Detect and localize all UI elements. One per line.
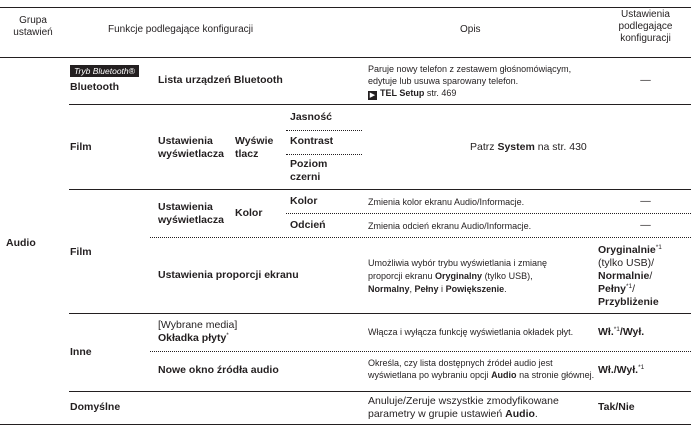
- header-description: Opis: [460, 24, 481, 35]
- film2-name: Film: [70, 246, 92, 258]
- audio-source-window-setting: Nowe okno źródła audio: [158, 364, 279, 376]
- header-settings: Ustawienia podlegające konfiguracji: [618, 9, 673, 44]
- color-value: —: [640, 195, 651, 207]
- header-rule: [0, 57, 691, 58]
- row-rule: [150, 351, 691, 352]
- aspect-description: Umożliwia wybór trybu wyświetlania i zmianę proporcji ekranu Oryginalny (tylko USB), Normalny, Pełny i Powiększenie.: [368, 258, 548, 294]
- group-audio-label: Audio: [6, 237, 36, 249]
- film1-see-reference[interactable]: Patrz System na str. 430: [470, 141, 587, 153]
- tel-setup-reference[interactable]: ▶ TEL Setup str. 469: [369, 88, 457, 99]
- row-rule: [286, 213, 691, 214]
- row-rule: [69, 104, 691, 105]
- header-functions: Funkcje podlegające konfiguracji: [108, 24, 254, 35]
- cover-setting: [Wybrane media] Okładka płyty*: [158, 319, 238, 344]
- option-brightness: Jasność: [290, 111, 333, 123]
- audio-source-window-value: Wł./Wył.$^{*1}$: [598, 364, 645, 376]
- bluetooth-mode-badge: Tryb Bluetooth®: [70, 65, 139, 78]
- aspect-values: Oryginalnie$^{*1}$ (tylko USB)/ Normalnie/ Pełny$^{*1}$/ Przybliżenie: [598, 244, 662, 308]
- bluetooth-name: Bluetooth: [70, 81, 119, 93]
- table-bottom-rule: [0, 424, 691, 425]
- cover-description: Włącza i wyłącza funkcję wyświetlania okładek płyt.: [368, 327, 574, 337]
- option-black-level: Poziom czerni: [290, 158, 328, 183]
- row-rule: [286, 154, 362, 155]
- row-rule: [69, 313, 691, 314]
- audio-source-window-description: Określa, czy lista dostępnych źródeł audio jest wyświetlana po wybraniu opcji Audio na stronie głównej.: [368, 358, 595, 380]
- row-rule: [286, 130, 362, 131]
- inne-name: Inne: [70, 346, 92, 358]
- row-rule: [69, 391, 691, 392]
- film2-sub: Kolor: [235, 207, 263, 219]
- color-description: Zmienia kolor ekranu Audio/Informacje.: [368, 197, 525, 207]
- defaults-description: Anuluje/Zeruje wszystkie zmodyfikowane parametry w grupie ustawień Audio.: [368, 395, 559, 420]
- bluetooth-value: —: [640, 74, 651, 86]
- film1-name: Film: [70, 141, 92, 153]
- row-rule: [150, 237, 691, 238]
- film1-sub: Wyświe tlacz: [235, 135, 274, 160]
- option-color: Kolor: [290, 195, 318, 207]
- bluetooth-description: Paruje nowy telefon z zestawem głośnomówiącym, edytuje lub usuwa sparowany telefon. ▶ TEL Setup str. 469: [368, 64, 572, 99]
- arrow-right-icon: ▶: [369, 92, 376, 99]
- film2-group: Ustawienia wyświetlacza: [158, 201, 224, 226]
- film1-group: Ustawienia wyświetlacza: [158, 135, 224, 160]
- tint-description: Zmienia odcień ekranu Audio/Informacje.: [368, 221, 532, 231]
- header-group: Grupa ustawień: [13, 15, 53, 38]
- defaults-name: Domyślne: [70, 401, 121, 413]
- row-rule: [69, 189, 691, 190]
- option-contrast: Kontrast: [290, 135, 334, 147]
- tint-value: —: [640, 219, 651, 231]
- bluetooth-function: Lista urządzeń Bluetooth: [158, 74, 283, 86]
- defaults-value: Tak/Nie: [598, 401, 635, 413]
- cover-value: Wł.$^{*1}$/Wył.: [598, 326, 645, 338]
- table-top-rule: [0, 7, 691, 8]
- aspect-setting: Ustawienia proporcji ekranu: [158, 269, 299, 281]
- option-tint: Odcień: [290, 219, 326, 231]
